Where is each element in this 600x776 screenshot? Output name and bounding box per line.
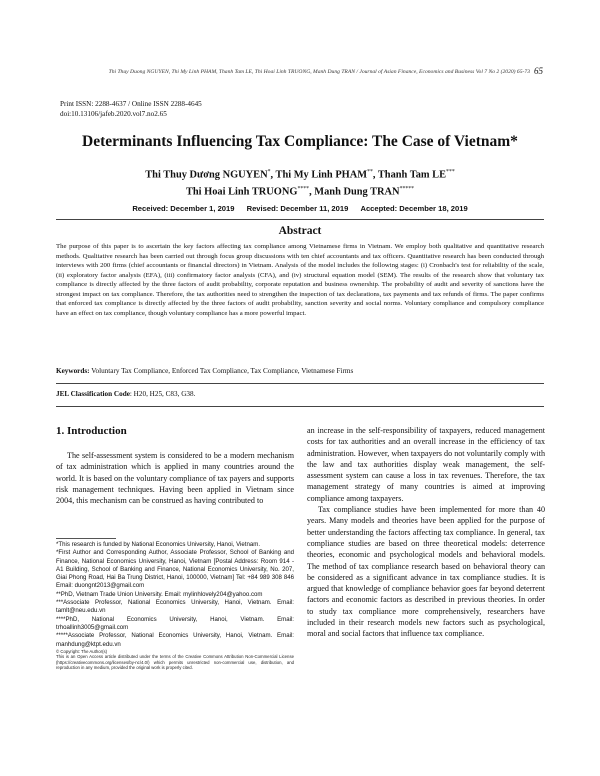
author-name: Thi Thuy Dương NGUYEN bbox=[145, 169, 268, 181]
footnote: *****Associate Professor, National Economics University, Hanoi, Vietnam. Email: manhdung@ktpt.edu.vn bbox=[56, 632, 294, 648]
abstract-heading: Abstract bbox=[278, 225, 322, 237]
page-number: 65 bbox=[534, 66, 543, 76]
footnote: **PhD, Vietnam Trade Union University. Email: mylinhlovely204@yahoo.com bbox=[56, 590, 263, 598]
author-mark: ** bbox=[367, 169, 373, 175]
right-column bbox=[307, 425, 545, 640]
accepted-date: Accepted: December 18, 2019 bbox=[360, 204, 468, 213]
left-column bbox=[56, 425, 294, 506]
received-date: Received: December 1, 2019 bbox=[132, 204, 235, 213]
keywords bbox=[56, 367, 544, 375]
footnote: *First Author and Corresponding Author, Associate Professor, School of Banking and Finance, National Economics University, Hanoi, Vietnam [Postal Address: Room 914 - A1 Building, School of Banking and Finance, National Economics University, No. 207, Giai Phong Road, Hai Ba Trung District, Hanoi, 100000, Vietnam] Tel: +84 989 308 846 Email: duongnt2013@gmail.com bbox=[56, 549, 294, 590]
copyright-line: © Copyright: The Author(s) bbox=[56, 648, 108, 654]
footnote: ****PhD, National Economics University, Hanoi, Vietnam. Email: trhoallinh3005@gmail.com bbox=[56, 615, 294, 631]
author-mark: **** bbox=[297, 186, 310, 193]
body-paragraph: The self-assessment system is considered to be a modern mechanism of tax administration which is applied in many countries around the world. It is based on the voluntary compliance of tax payers and supports risk management techniques. Having been applied in Vietnam since 2004, this mechanism can be construed as having contributed to bbox=[56, 451, 294, 506]
jel-label: JEL Classification Code bbox=[56, 390, 130, 398]
author-name: Manh Dung TRAN bbox=[314, 186, 400, 198]
footnote-rule bbox=[56, 538, 116, 539]
section-heading: 1. Introduction bbox=[56, 425, 127, 437]
jel-codes bbox=[56, 390, 544, 398]
author-name: Thi Hoai Linh TRUONG bbox=[185, 186, 298, 198]
keywords-label: Keywords: bbox=[56, 367, 90, 375]
jel-text: : H20, H25, C83, G38. bbox=[129, 390, 196, 398]
divider bbox=[56, 219, 544, 220]
author-mark: *** bbox=[446, 169, 455, 175]
divider bbox=[56, 383, 544, 384]
issn-block bbox=[60, 99, 202, 119]
footnote: *This research is funded by National Economics University, Hanoi, Vietnam. bbox=[56, 541, 261, 548]
author-name: Thi My Linh PHAM bbox=[275, 169, 368, 181]
body-paragraph: Tax compliance studies have been implemented for more than 40 years. Many models and theories have been applied for the purpose of better understanding the factors affecting tax compliance. In general, tax compliance studies are based on three theoretical models: deterrence theories, economic and psychological models and behavioral models. The method of tax compliance research based on behavioral theory can be considered as a significant advance in tax compliance studies. It is argued that knowledge of compliance behavior goes far beyond deterrent factors and economic factors as described in previous theories. In order to study tax compliance more comprehensively, researchers have included in their research models new factors such as psychological, moral and social factors that influence tax compliance. bbox=[307, 505, 545, 639]
submission-dates bbox=[60, 204, 540, 213]
issn-line: Print ISSN: 2288-4637 / Online ISSN 2288-4645 bbox=[60, 100, 202, 108]
body-paragraph: an increase in the self-responsibility of taxpayers, reduced management costs for tax authorities and an overall increase in the efficiency of tax administration. However, when taxpayers do not voluntarily comply with the law and tax authorities display weak management, the self-assessment system can cause a loss in tax revenues. Therefore, the tax management strategy of many countries is aimed at improving compliance among taxpayers. bbox=[307, 426, 545, 503]
abstract-text: The purpose of this paper is to ascertain the key factors affecting tax compliance among Vietnamese firms in Vietnam. We employ both qualitative and quantitative research methods. Qualitative research has been carried out through focus group discussions with ten chief accountants and tax officers. Quantitative research has been conducted through interviews with 200 firms (chief accountants or financial directors) in Vietnam. Analysis of the model includes the following stages: (i) Cronbach's test for reliability of the scale, (ii) exploratory factor analysis (EFA), (iii) confirmatory factor analysis (CFA), and (iv) structural equation model (SEM). The results of the research show that voluntary tax compliance is directly affected by the three factors of audit probability, corporate reputation and business ownership. The probability of audit and severity of sanctions have the strongest impact on tax compliance. Therefore, the tax authorities need to strengthen the inspection of tax declarations, tax payments and tax refunds of firms. The paper confirms that enforced tax compliance is directly affected by the three factors of audit probability, sanction severity and social norms. Voluntary compliance and compulsory compliance have an effect on tax compliance, though voluntary compliance has a more powerful impact. bbox=[56, 243, 544, 317]
paper-title: Determinants Influencing Tax Compliance: The Case of Vietnam* bbox=[82, 133, 518, 150]
keywords-text: Voluntary Tax Compliance, Enforced Tax Compliance, Tax Compliance, Vietnamese Firms bbox=[89, 367, 354, 375]
author-mark: * bbox=[267, 169, 271, 175]
doi-line: doi:10.13106/jafeb.2020.vol7.no2.65 bbox=[60, 110, 167, 118]
author-line-1: Thi Thuy Dương NGUYEN*, Thi My Linh PHAM**, Thanh Tam LE*** bbox=[145, 169, 455, 181]
divider bbox=[56, 406, 544, 407]
footnote: ***Associate Professor, National Economics University, Hanoi, Vietnam. Email: tamlt@neu.edu.vn bbox=[56, 599, 294, 615]
running-head: Thi Thuy Duong NGUYEN, Thi My Linh PHAM, Thanh Tam LE, Thi Hoai Linh TRUONG, Manh Dung TRAN / Journal of Asian Finance, Economics and Business Vol 7 No 2 (2020) 65-73 bbox=[108, 69, 530, 75]
author-name: Thanh Tam LE bbox=[377, 169, 447, 181]
license-text: This is an Open Access article distributed under the terms of the Creative Commons Attribution Non-Commercial License (https://creativecommons.org/licenses/by-nc/4.0/) which permits unrestricted non-commercial use, distribution, and reproduction in any medium, provided the original work is properly cited. bbox=[56, 654, 294, 671]
footnotes bbox=[56, 538, 294, 670]
revised-date: Revised: December 11, 2019 bbox=[246, 204, 349, 213]
author-list bbox=[60, 165, 540, 200]
author-mark: ***** bbox=[399, 186, 415, 193]
author-line-2: Thi Hoai Linh TRUONG****, Manh Dung TRAN***** bbox=[185, 186, 415, 198]
